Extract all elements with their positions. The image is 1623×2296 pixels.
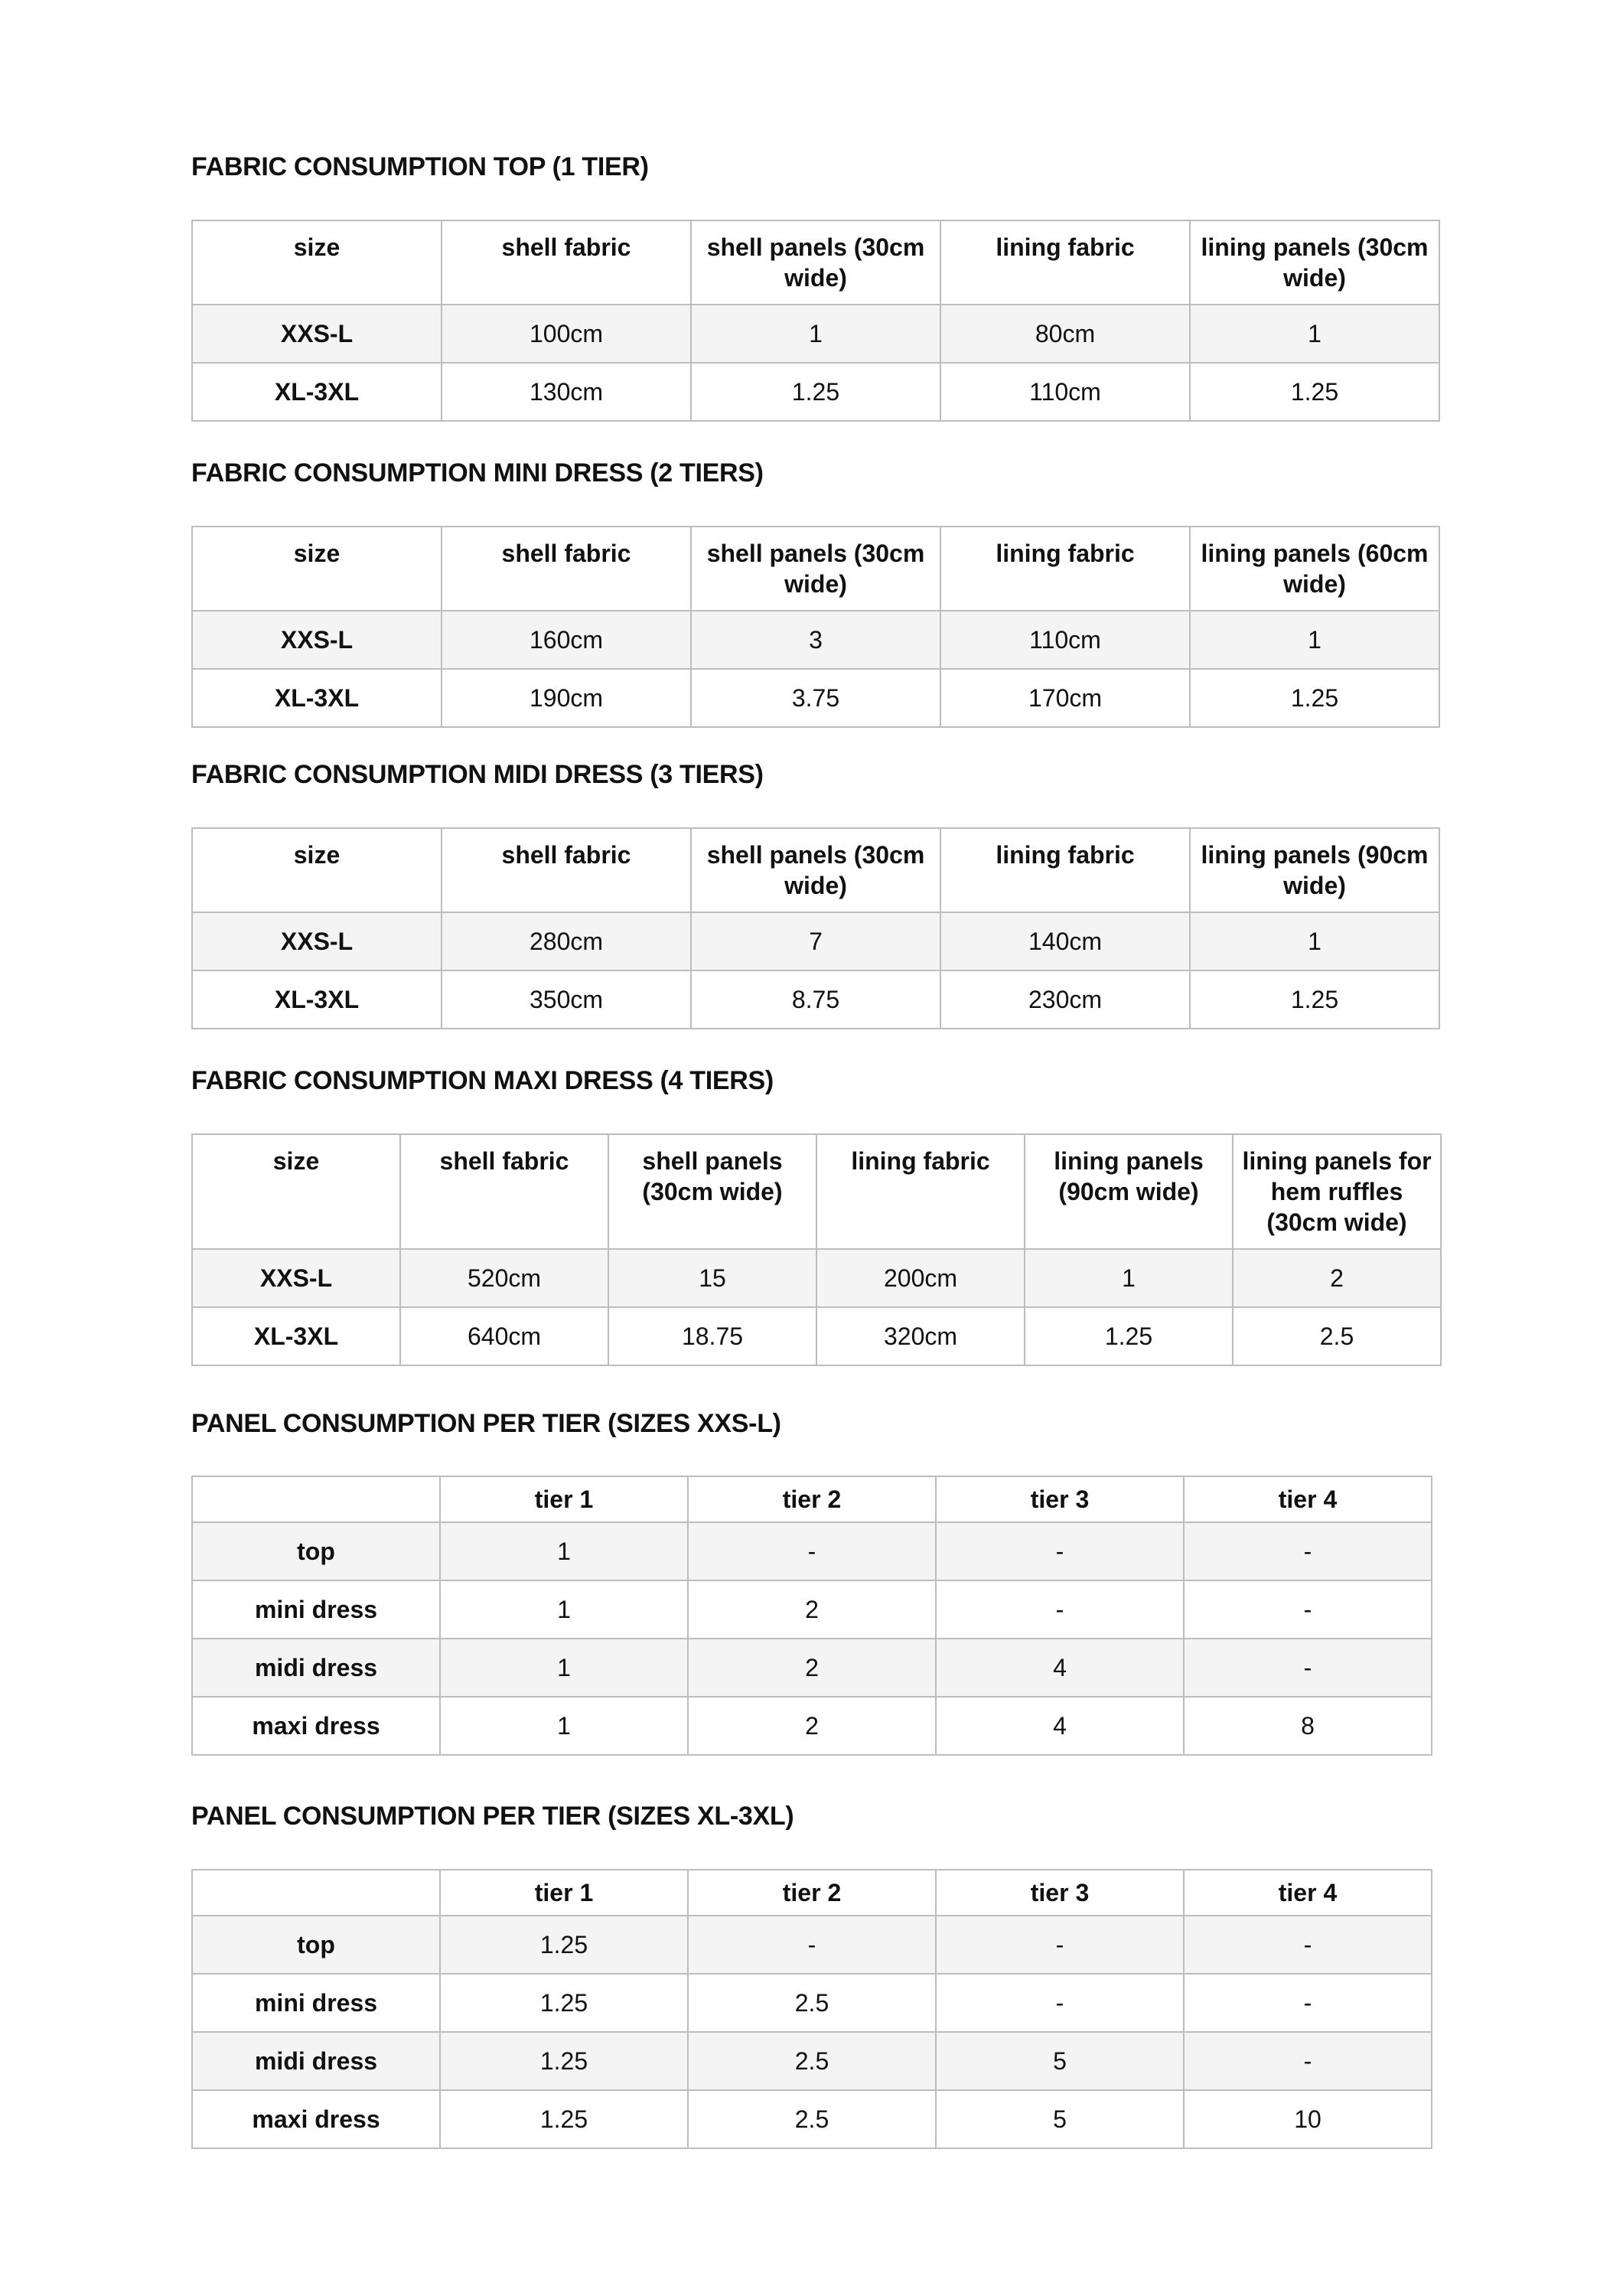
- table-cell: 3.75: [691, 669, 940, 727]
- column-header: lining fabric: [940, 527, 1190, 611]
- table-row: [192, 1249, 1441, 1307]
- garment-cell: maxi dress: [192, 1697, 440, 1755]
- column-header: shell fabric: [442, 828, 691, 912]
- panel-table-xl-3xl: [191, 1869, 1432, 2149]
- column-header: tier 3: [936, 1870, 1184, 1916]
- table-cell: 5: [936, 2032, 1184, 2090]
- table-row: [192, 669, 1439, 727]
- table-cell: 110cm: [940, 363, 1190, 421]
- fabric-table-mini: [191, 526, 1440, 728]
- table-cell: -: [1184, 1580, 1432, 1639]
- table-cell: 1.25: [691, 363, 940, 421]
- table-cell: 350cm: [442, 970, 691, 1029]
- table-row: [192, 363, 1439, 421]
- column-header: lining panels (60cm wide): [1190, 527, 1439, 611]
- table-cell: -: [936, 1522, 1184, 1580]
- table-cell: 1: [691, 305, 940, 363]
- column-header: lining fabric: [940, 828, 1190, 912]
- table-cell: 1: [1025, 1249, 1233, 1307]
- column-header: tier 1: [440, 1870, 688, 1916]
- column-header: tier 2: [688, 1476, 936, 1522]
- section-title: FABRIC CONSUMPTION MAXI DRESS (4 TIERS): [191, 1066, 774, 1095]
- column-header: size: [192, 1134, 400, 1249]
- table-cell: 1: [1190, 611, 1439, 669]
- table-cell: 230cm: [940, 970, 1190, 1029]
- table-cell: 1: [440, 1580, 688, 1639]
- table-cell: 7: [691, 912, 940, 970]
- table-cell: 18.75: [608, 1307, 816, 1365]
- table-cell: 320cm: [816, 1307, 1025, 1365]
- table-cell: 100cm: [442, 305, 691, 363]
- table-row: [192, 1522, 1432, 1580]
- table-cell: 1: [1190, 305, 1439, 363]
- section-midi: [191, 759, 1440, 1029]
- table-cell: -: [936, 1580, 1184, 1639]
- section-title: FABRIC CONSUMPTION MINI DRESS (2 TIERS): [191, 458, 764, 488]
- table-cell: 280cm: [442, 912, 691, 970]
- table-cell: 520cm: [400, 1249, 608, 1307]
- table-cell: 2.5: [688, 2090, 936, 2148]
- table-cell: 2.5: [688, 2032, 936, 2090]
- size-cell: XXS-L: [192, 1249, 400, 1307]
- table-cell: 8: [1184, 1697, 1432, 1755]
- column-header: lining fabric: [816, 1134, 1025, 1249]
- column-header: shell panels (30cm wide): [691, 828, 940, 912]
- fabric-table-midi: [191, 827, 1440, 1029]
- table-cell: -: [936, 1916, 1184, 1974]
- table-cell: 10: [1184, 2090, 1432, 2148]
- garment-cell: top: [192, 1916, 440, 1974]
- size-cell: XXS-L: [192, 305, 442, 363]
- column-header: shell panels (30cm wide): [608, 1134, 816, 1249]
- table-cell: 1.25: [440, 2032, 688, 2090]
- table-cell: 8.75: [691, 970, 940, 1029]
- fabric-table-top: [191, 220, 1440, 422]
- size-cell: XL-3XL: [192, 970, 442, 1029]
- table-row: [192, 1697, 1432, 1755]
- column-header: tier 2: [688, 1870, 936, 1916]
- column-header: lining panels (30cm wide): [1190, 220, 1439, 305]
- garment-cell: mini dress: [192, 1974, 440, 2032]
- garment-cell: midi dress: [192, 2032, 440, 2090]
- table-cell: 2: [688, 1639, 936, 1697]
- garment-cell: maxi dress: [192, 2090, 440, 2148]
- table-cell: 5: [936, 2090, 1184, 2148]
- table-row: [192, 2032, 1432, 2090]
- table-cell: -: [1184, 2032, 1432, 2090]
- garment-cell: top: [192, 1522, 440, 1580]
- table-cell: 1.25: [440, 1916, 688, 1974]
- column-header: [192, 1476, 440, 1522]
- size-cell: XL-3XL: [192, 1307, 400, 1365]
- column-header: shell fabric: [400, 1134, 608, 1249]
- column-header: shell fabric: [442, 527, 691, 611]
- section-title: PANEL CONSUMPTION PER TIER (SIZES XL-3XL): [191, 1802, 794, 1831]
- table-cell: 160cm: [442, 611, 691, 669]
- column-header: lining panels for hem ruffles (30cm wide): [1233, 1134, 1441, 1249]
- table-cell: -: [936, 1974, 1184, 2032]
- garment-cell: mini dress: [192, 1580, 440, 1639]
- column-header: lining fabric: [940, 220, 1190, 305]
- table-cell: -: [1184, 1974, 1432, 2032]
- table-cell: 190cm: [442, 669, 691, 727]
- table-cell: -: [1184, 1522, 1432, 1580]
- table-cell: 1.25: [1190, 363, 1439, 421]
- table-cell: 2.5: [1233, 1307, 1441, 1365]
- section-panel-xxs-l: [191, 1408, 1432, 1756]
- table-cell: 4: [936, 1697, 1184, 1755]
- table-header-row: [192, 1476, 1432, 1522]
- table-row: [192, 1639, 1432, 1697]
- table-row: [192, 1580, 1432, 1639]
- column-header: shell panels (30cm wide): [691, 527, 940, 611]
- table-cell: 1.25: [1025, 1307, 1233, 1365]
- table-row: [192, 1916, 1432, 1974]
- table-cell: 1.25: [1190, 970, 1439, 1029]
- table-cell: 130cm: [442, 363, 691, 421]
- table-row: [192, 912, 1439, 970]
- column-header: tier 1: [440, 1476, 688, 1522]
- table-cell: 3: [691, 611, 940, 669]
- table-cell: 640cm: [400, 1307, 608, 1365]
- panel-table-xxs-l: [191, 1476, 1432, 1756]
- column-header: lining panels (90cm wide): [1025, 1134, 1233, 1249]
- table-cell: 4: [936, 1639, 1184, 1697]
- table-cell: 2.5: [688, 1974, 936, 2032]
- table-cell: 15: [608, 1249, 816, 1307]
- table-cell: 1.25: [440, 2090, 688, 2148]
- size-cell: XL-3XL: [192, 363, 442, 421]
- column-header: tier 4: [1184, 1870, 1432, 1916]
- table-cell: 80cm: [940, 305, 1190, 363]
- table-cell: -: [1184, 1639, 1432, 1697]
- table-cell: 200cm: [816, 1249, 1025, 1307]
- table-cell: 170cm: [940, 669, 1190, 727]
- table-header-row: [192, 1870, 1432, 1916]
- section-maxi: [191, 1065, 1442, 1366]
- section-panel-xl-3xl: [191, 1801, 1432, 2149]
- table-cell: 110cm: [940, 611, 1190, 669]
- section-title: FABRIC CONSUMPTION MIDI DRESS (3 TIERS): [191, 760, 764, 789]
- garment-cell: midi dress: [192, 1639, 440, 1697]
- fabric-table-maxi: [191, 1133, 1442, 1366]
- table-cell: 1: [1190, 912, 1439, 970]
- column-header: size: [192, 220, 442, 305]
- table-cell: 2: [688, 1580, 936, 1639]
- table-cell: 140cm: [940, 912, 1190, 970]
- section-title: PANEL CONSUMPTION PER TIER (SIZES XXS-L): [191, 1409, 781, 1438]
- size-cell: XXS-L: [192, 912, 442, 970]
- column-header: size: [192, 828, 442, 912]
- size-cell: XXS-L: [192, 611, 442, 669]
- table-header-row: [192, 828, 1439, 912]
- table-cell: 2: [1233, 1249, 1441, 1307]
- table-cell: 1.25: [440, 1974, 688, 2032]
- column-header: tier 4: [1184, 1476, 1432, 1522]
- column-header: size: [192, 527, 442, 611]
- table-cell: 1: [440, 1639, 688, 1697]
- table-cell: 1: [440, 1522, 688, 1580]
- column-header: [192, 1870, 440, 1916]
- section-top: [191, 152, 1440, 422]
- table-header-row: [192, 220, 1439, 305]
- section-mini: [191, 458, 1440, 728]
- table-cell: 2: [688, 1697, 936, 1755]
- table-row: [192, 611, 1439, 669]
- column-header: tier 3: [936, 1476, 1184, 1522]
- column-header: shell panels (30cm wide): [691, 220, 940, 305]
- table-cell: -: [688, 1916, 936, 1974]
- table-cell: 1.25: [1190, 669, 1439, 727]
- table-row: [192, 1974, 1432, 2032]
- table-header-row: [192, 1134, 1441, 1249]
- column-header: lining panels (90cm wide): [1190, 828, 1439, 912]
- table-cell: 1: [440, 1697, 688, 1755]
- column-header: shell fabric: [442, 220, 691, 305]
- table-cell: -: [688, 1522, 936, 1580]
- table-header-row: [192, 527, 1439, 611]
- table-row: [192, 305, 1439, 363]
- table-cell: -: [1184, 1916, 1432, 1974]
- table-row: [192, 970, 1439, 1029]
- table-row: [192, 2090, 1432, 2148]
- size-cell: XL-3XL: [192, 669, 442, 727]
- table-row: [192, 1307, 1441, 1365]
- section-title: FABRIC CONSUMPTION TOP (1 TIER): [191, 152, 649, 181]
